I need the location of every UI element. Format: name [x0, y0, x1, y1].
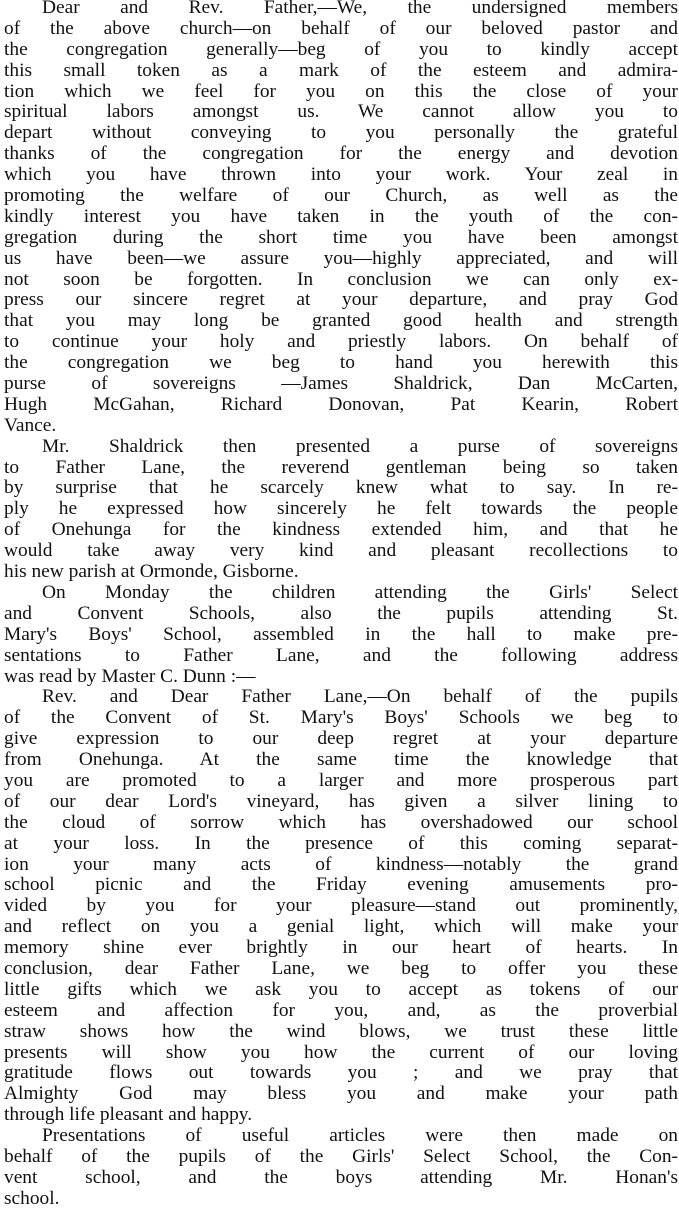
- article-line: ply he expressed how sincerely he felt towards the people: [4, 498, 678, 520]
- article-line: to continue your holy and priestly labors. On behalf of: [4, 331, 678, 353]
- article-line: the congregation we beg to hand you herewith this: [4, 352, 678, 374]
- article-line: straw shows how the wind blows, we trust these little: [4, 1020, 678, 1042]
- article-line: that you may long be granted good health and strength: [4, 310, 678, 332]
- article-line: of the above church—on behalf of our beloved pastor and: [4, 17, 678, 39]
- article-line: gregation during the short time you have been amongst: [4, 226, 678, 248]
- article-line: Vance.: [4, 414, 57, 436]
- article-line: give expression to our deep regret at your departure: [4, 728, 678, 750]
- article-line: through life pleasant and happy.: [4, 1104, 253, 1126]
- article-line: you are promoted to a larger and more prosperous part: [4, 769, 678, 791]
- article-line: tion which we feel for you on this the close of your: [4, 80, 678, 102]
- article-line: to Father Lane, the reverend gentleman being so taken: [4, 456, 678, 478]
- article-line: of the Convent of St. Mary's Boys' Schools we beg to: [4, 707, 678, 729]
- article-line: Hugh McGahan, Richard Donovan, Pat Kearin, Robert: [4, 393, 678, 415]
- article-line: kindly interest you have taken in the youth of the con-: [4, 205, 678, 227]
- article-line: Presentations of useful articles were then made on: [42, 1125, 678, 1147]
- article-line: school picnic and the Friday evening amusements pro-: [4, 874, 678, 896]
- article-line: of our dear Lord's vineyard, has given a silver lining to: [4, 790, 678, 812]
- article-line: at your loss. In the presence of this coming separat-: [4, 832, 678, 854]
- article-line: vent school, and the boys attending Mr. Honan's: [4, 1166, 678, 1188]
- article-line: Dear and Rev. Father,—We, the undersigned members: [42, 0, 678, 18]
- article-line: of Onehunga for the kindness extended him, and that he: [4, 519, 678, 541]
- article-line: and Convent Schools, also the pupils attending St.: [4, 602, 678, 624]
- article-line: the congregation generally—beg of you to kindly accept: [4, 38, 678, 60]
- article-line: memory shine ever brightly in our heart of hearts. In: [4, 937, 678, 959]
- article-line: behalf of the pupils of the Girls' Select School, the Con-: [4, 1145, 678, 1167]
- article-line: Rev. and Dear Father Lane,—On behalf of the pupils: [42, 686, 678, 708]
- article-line: esteem and affection for you, and, as the proverbial: [4, 999, 678, 1021]
- article-line: school.: [4, 1187, 60, 1209]
- article-line: purse of sovereigns —James Shaldrick, Dan McCarten,: [4, 373, 678, 395]
- article-line: the cloud of sorrow which has overshadowed our school: [4, 811, 678, 833]
- article-line: this small token as a mark of the esteem and admira-: [4, 59, 678, 81]
- article-line: promoting the welfare of our Church, as well as the: [4, 185, 678, 207]
- article-line: press our sincere regret at your departure, and pray God: [4, 289, 678, 311]
- article-line: his new parish at Ormonde, Gisborne.: [4, 561, 299, 583]
- article-line: Mr. Shaldrick then presented a purse of sovereigns: [42, 435, 678, 457]
- article-line: and reflect on you a genial light, which will make your: [4, 916, 678, 938]
- article-line: ion your many acts of kindness—notably the grand: [4, 853, 678, 875]
- article-line: depart without conveying to you personally the grateful: [4, 122, 678, 144]
- article-line: gratitude flows out towards you ; and we pray that: [4, 1062, 678, 1084]
- article-line: little gifts which we ask you to accept as tokens of our: [4, 978, 678, 1000]
- article-line: was read by Master C. Dunn :—: [4, 665, 256, 687]
- article-line: from Onehunga. At the same time the knowledge that: [4, 749, 678, 771]
- article-line: sentations to Father Lane, and the following address: [4, 644, 678, 666]
- article-line: not soon be forgotten. In conclusion we can only ex-: [4, 268, 678, 290]
- article-line: vided by you for your pleasure—stand out prominently,: [4, 895, 678, 917]
- article-line: which you have thrown into your work. Your zeal in: [4, 164, 678, 186]
- article-line: conclusion, dear Father Lane, we beg to offer you these: [4, 957, 678, 979]
- article-line: presents will show you how the current of our loving: [4, 1041, 678, 1063]
- article-line: On Monday the children attending the Girls' Select: [42, 581, 678, 603]
- article-line: would take away very kind and pleasant recollections to: [4, 540, 678, 562]
- article-line: by surprise that he scarcely knew what to say. In re-: [4, 477, 678, 499]
- article-line: us have been—we assure you—highly appreciated, and will: [4, 247, 678, 269]
- article-column: [4, 0, 678, 1210]
- article-line: Almighty God may bless you and make your path: [4, 1083, 678, 1105]
- article-line: thanks of the congregation for the energy and devotion: [4, 143, 678, 165]
- article-line: Mary's Boys' School, assembled in the hall to make pre-: [4, 623, 678, 645]
- article-line: spiritual labors amongst us. We cannot allow you to: [4, 101, 678, 123]
